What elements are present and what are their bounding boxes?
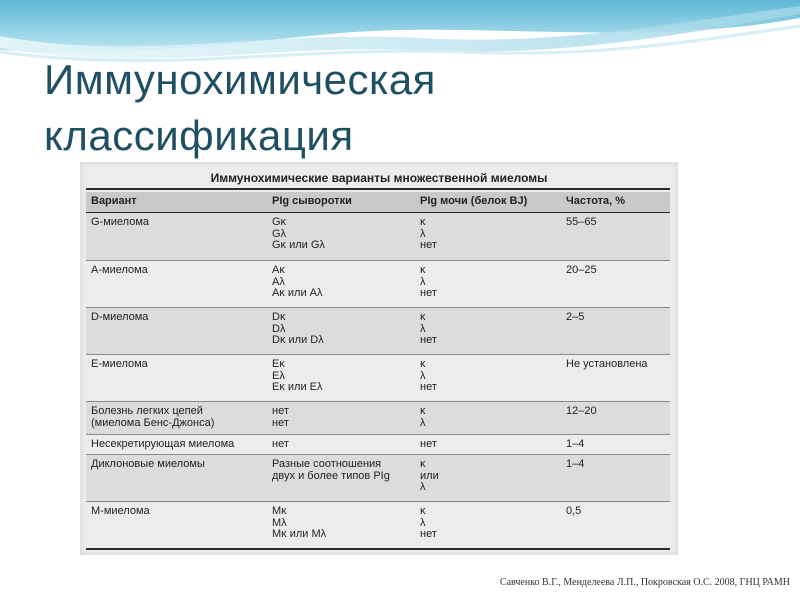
header-frequency: Частота, % <box>566 195 626 207</box>
slide-title <box>44 52 664 164</box>
cell-variant: E-миелома <box>91 358 148 370</box>
cell-variant: Несекретирующая миелома <box>91 438 235 450</box>
cell-variant: M-миелома <box>91 505 150 517</box>
cell-urine: κ λ нет <box>420 505 437 540</box>
table-row <box>86 455 670 501</box>
cell-serum: Mκ Mλ Mκ или Mλ <box>272 505 327 540</box>
table-row <box>86 213 670 260</box>
cell-frequency: 1–4 <box>566 458 585 470</box>
cell-urine: нет <box>420 438 437 450</box>
cell-urine: κ или λ <box>420 458 439 493</box>
slide-title-line-2: классификация <box>44 112 354 159</box>
cell-urine: κ λ нет <box>420 311 437 346</box>
source-credit: Савченко В.Г., Менделеева Л.П., Покровская О.С. 2008, ГНЦ РАМН <box>499 577 790 588</box>
cell-serum: Разные соотношения двух и более типов PIg <box>272 458 390 482</box>
cell-frequency: 2–5 <box>566 311 585 323</box>
cell-urine: κ λ нет <box>420 264 437 299</box>
table-row <box>86 261 670 307</box>
cell-frequency: 1–4 <box>566 438 585 450</box>
table-top-rule <box>86 188 670 190</box>
table-header-row <box>86 192 670 212</box>
cell-serum: нет <box>272 438 289 450</box>
cell-serum: нет нет <box>272 405 289 429</box>
table-row <box>86 402 670 434</box>
header-urine: PIg мочи (белок BJ) <box>420 195 528 207</box>
cell-frequency: 0,5 <box>566 505 582 517</box>
scanned-table-image <box>80 162 678 555</box>
table-row <box>86 435 670 454</box>
cell-serum: Dκ Dλ Dκ или Dλ <box>272 311 324 346</box>
table-title: Иммунохимические варианты множественной миеломы <box>210 171 548 185</box>
cell-urine: κ λ <box>420 405 426 429</box>
cell-variant: A-миелома <box>91 264 148 276</box>
table-bottom-rule <box>86 548 670 550</box>
table-row <box>86 502 670 548</box>
cell-variant: G-миелома <box>91 216 150 228</box>
slide-title-line-1: Иммунохимическая <box>44 56 436 103</box>
cell-serum: Gκ Gλ Gκ или Gλ <box>272 216 325 251</box>
cell-variant: Болезнь легких цепей (миелома Бенс-Джонса) <box>91 405 215 429</box>
cell-frequency: Не установлена <box>566 358 648 370</box>
cell-urine: κ λ нет <box>420 216 437 251</box>
header-variant: Вариант <box>91 195 137 207</box>
cell-frequency: 20–25 <box>566 264 597 276</box>
header-serum: PIg сыворотки <box>272 195 352 207</box>
cell-urine: κ λ нет <box>420 358 437 393</box>
cell-variant: D-миелома <box>91 311 149 323</box>
cell-serum: Eκ Eλ Eκ или Eλ <box>272 358 323 393</box>
cell-frequency: 55–65 <box>566 216 597 228</box>
cell-serum: Aκ Aλ Aκ или Aλ <box>272 264 323 299</box>
table-row <box>86 308 670 354</box>
table-row <box>86 355 670 401</box>
cell-frequency: 12–20 <box>566 405 597 417</box>
cell-variant: Диклоновые миеломы <box>91 458 205 470</box>
